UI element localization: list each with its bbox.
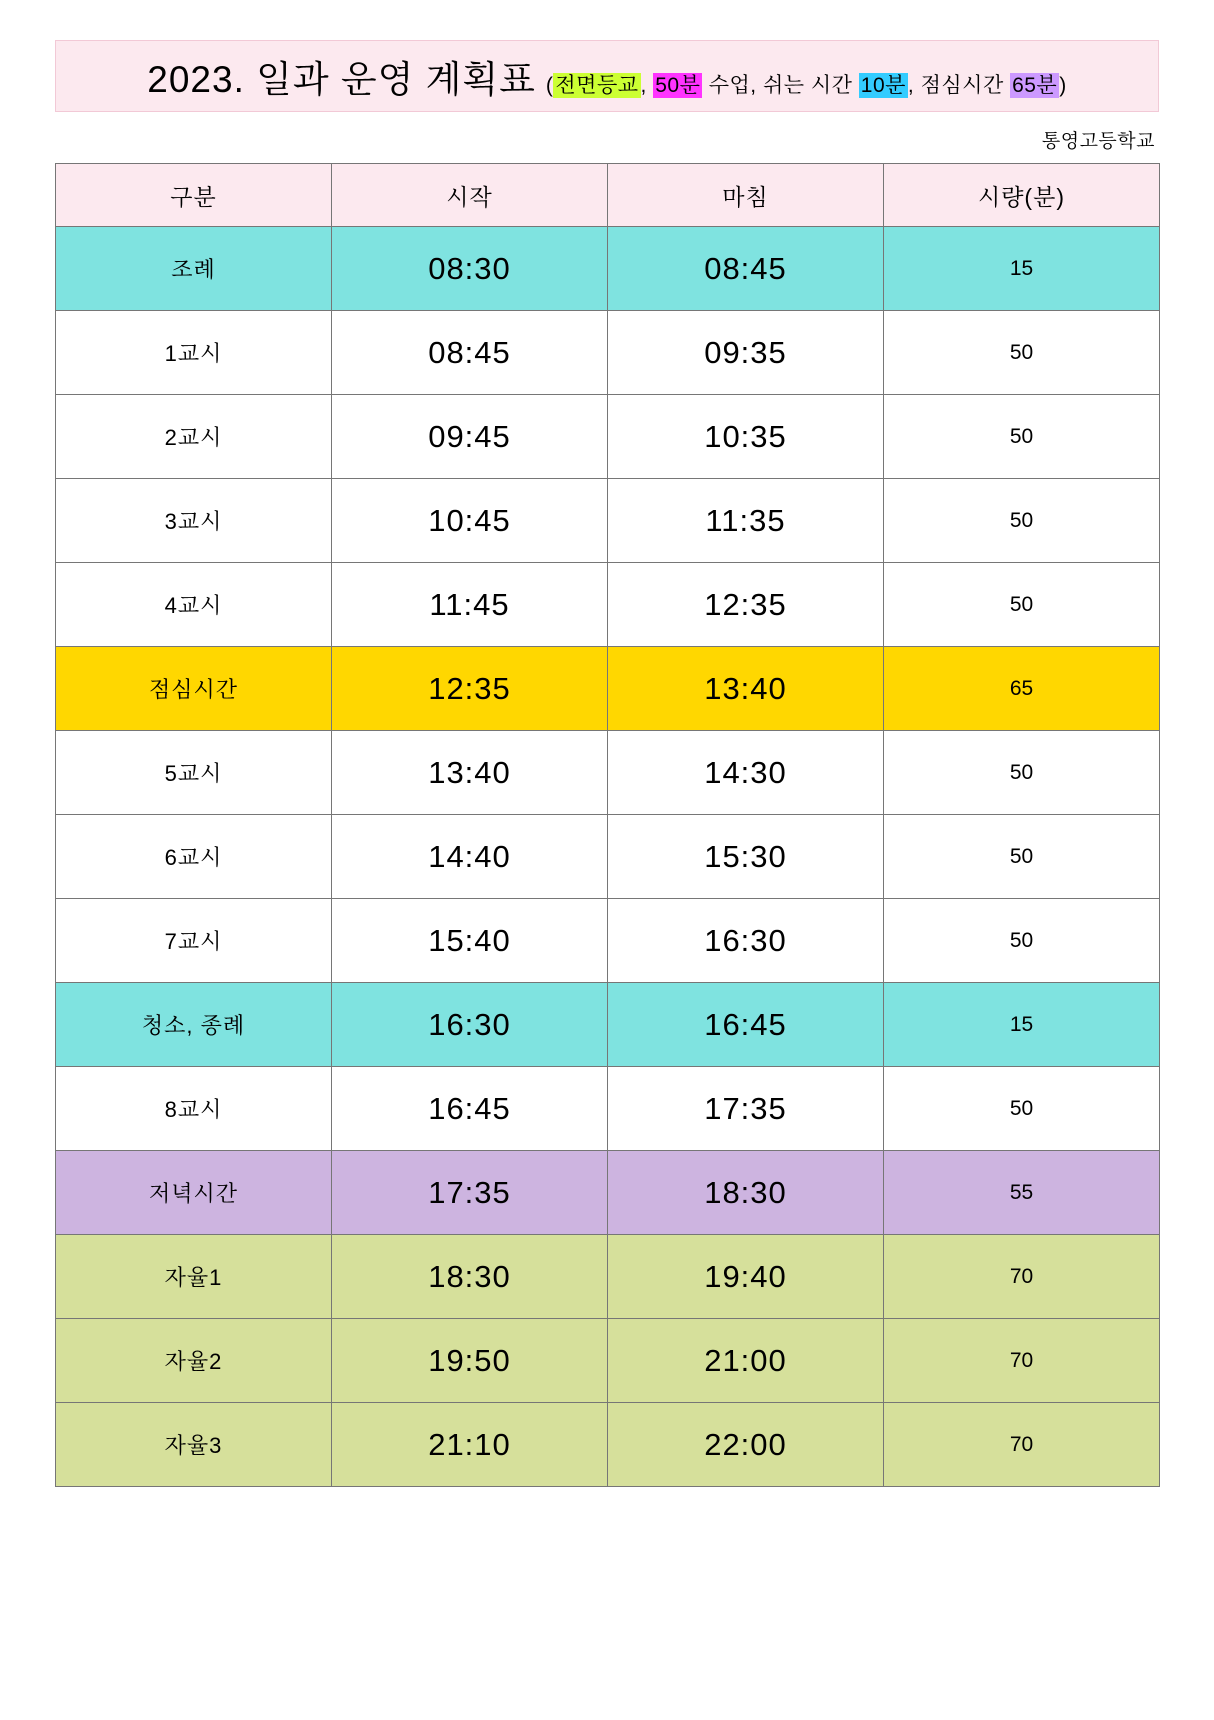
row-duration: 15 bbox=[884, 227, 1160, 311]
title-sep-2: 수업, 쉬는 시간 bbox=[702, 74, 859, 97]
row-label: 점심시간 bbox=[56, 647, 332, 731]
row-label: 4교시 bbox=[56, 563, 332, 647]
table-row bbox=[56, 395, 1160, 479]
row-duration: 50 bbox=[884, 899, 1160, 983]
row-duration: 50 bbox=[884, 563, 1160, 647]
school-name: 통영고등학교 bbox=[1041, 131, 1155, 152]
row-label: 5교시 bbox=[56, 731, 332, 815]
row-label: 저녁시간 bbox=[56, 1151, 332, 1235]
row-label: 1교시 bbox=[56, 311, 332, 395]
title-subtitle bbox=[546, 69, 1067, 99]
row-duration: 70 bbox=[884, 1235, 1160, 1319]
row-end-time: 08:45 bbox=[608, 227, 884, 311]
row-label: 조례 bbox=[56, 227, 332, 311]
table-row bbox=[56, 227, 1160, 311]
column-header-duration: 시량(분) bbox=[884, 164, 1160, 227]
row-end-time: 15:30 bbox=[608, 815, 884, 899]
row-end-time: 14:30 bbox=[608, 731, 884, 815]
table-row bbox=[56, 1319, 1160, 1403]
paren-close: ) bbox=[1059, 74, 1067, 97]
row-start-time: 08:30 bbox=[332, 227, 608, 311]
title-sep-3: , 점심시간 bbox=[907, 74, 1011, 97]
table-row bbox=[56, 731, 1160, 815]
row-start-time: 08:45 bbox=[332, 311, 608, 395]
row-duration: 50 bbox=[884, 395, 1160, 479]
table-header-row bbox=[56, 164, 1160, 227]
row-label: 자율1 bbox=[56, 1235, 332, 1319]
title-line bbox=[147, 49, 1066, 103]
row-label: 2교시 bbox=[56, 395, 332, 479]
row-end-time: 13:40 bbox=[608, 647, 884, 731]
highlight-period-length: 50분 bbox=[655, 74, 701, 97]
table-row bbox=[56, 1151, 1160, 1235]
row-start-time: 09:45 bbox=[332, 395, 608, 479]
row-start-time: 17:35 bbox=[332, 1151, 608, 1235]
schedule-table-body bbox=[56, 227, 1160, 1487]
row-duration: 65 bbox=[884, 647, 1160, 731]
table-row bbox=[56, 815, 1160, 899]
row-duration: 55 bbox=[884, 1151, 1160, 1235]
row-duration: 50 bbox=[884, 731, 1160, 815]
row-label: 청소, 종례 bbox=[56, 983, 332, 1067]
page-title: 2023. 일과 운영 계획표 bbox=[147, 59, 536, 100]
title-banner bbox=[55, 40, 1159, 112]
row-end-time: 17:35 bbox=[608, 1067, 884, 1151]
row-end-time: 16:30 bbox=[608, 899, 884, 983]
row-end-time: 16:45 bbox=[608, 983, 884, 1067]
row-duration: 15 bbox=[884, 983, 1160, 1067]
row-start-time: 21:10 bbox=[332, 1403, 608, 1487]
row-label: 6교시 bbox=[56, 815, 332, 899]
row-label: 8교시 bbox=[56, 1067, 332, 1151]
title-sep-1: , bbox=[640, 74, 654, 97]
row-label: 3교시 bbox=[56, 479, 332, 563]
table-row bbox=[56, 647, 1160, 731]
table-row bbox=[56, 563, 1160, 647]
table-row bbox=[56, 983, 1160, 1067]
row-end-time: 21:00 bbox=[608, 1319, 884, 1403]
row-duration: 50 bbox=[884, 479, 1160, 563]
table-row bbox=[56, 1235, 1160, 1319]
row-duration: 70 bbox=[884, 1403, 1160, 1487]
row-end-time: 22:00 bbox=[608, 1403, 884, 1487]
column-header-start: 시작 bbox=[332, 164, 608, 227]
paren-open: ( bbox=[545, 74, 554, 97]
row-duration: 50 bbox=[884, 1067, 1160, 1151]
column-header-category: 구분 bbox=[56, 164, 332, 227]
row-end-time: 12:35 bbox=[608, 563, 884, 647]
row-end-time: 09:35 bbox=[608, 311, 884, 395]
row-duration: 70 bbox=[884, 1319, 1160, 1403]
table-row bbox=[56, 899, 1160, 983]
row-start-time: 15:40 bbox=[332, 899, 608, 983]
row-start-time: 18:30 bbox=[332, 1235, 608, 1319]
row-label: 자율3 bbox=[56, 1403, 332, 1487]
table-row bbox=[56, 311, 1160, 395]
highlight-lunch-length: 65분 bbox=[1012, 74, 1058, 97]
row-label: 7교시 bbox=[56, 899, 332, 983]
row-start-time: 11:45 bbox=[332, 563, 608, 647]
schedule-table bbox=[55, 163, 1160, 1487]
highlight-full-attendance: 전면등교 bbox=[555, 74, 639, 97]
row-start-time: 19:50 bbox=[332, 1319, 608, 1403]
row-label: 자율2 bbox=[56, 1319, 332, 1403]
row-end-time: 18:30 bbox=[608, 1151, 884, 1235]
row-start-time: 12:35 bbox=[332, 647, 608, 731]
row-start-time: 13:40 bbox=[332, 731, 608, 815]
row-end-time: 11:35 bbox=[608, 479, 884, 563]
row-start-time: 16:45 bbox=[332, 1067, 608, 1151]
row-start-time: 10:45 bbox=[332, 479, 608, 563]
row-end-time: 19:40 bbox=[608, 1235, 884, 1319]
table-row bbox=[56, 1067, 1160, 1151]
row-start-time: 14:40 bbox=[332, 815, 608, 899]
row-end-time: 10:35 bbox=[608, 395, 884, 479]
table-row bbox=[56, 479, 1160, 563]
highlight-break-length: 10분 bbox=[860, 74, 906, 97]
row-duration: 50 bbox=[884, 311, 1160, 395]
row-start-time: 16:30 bbox=[332, 983, 608, 1067]
column-header-end: 마침 bbox=[608, 164, 884, 227]
table-row bbox=[56, 1403, 1160, 1487]
row-duration: 50 bbox=[884, 815, 1160, 899]
